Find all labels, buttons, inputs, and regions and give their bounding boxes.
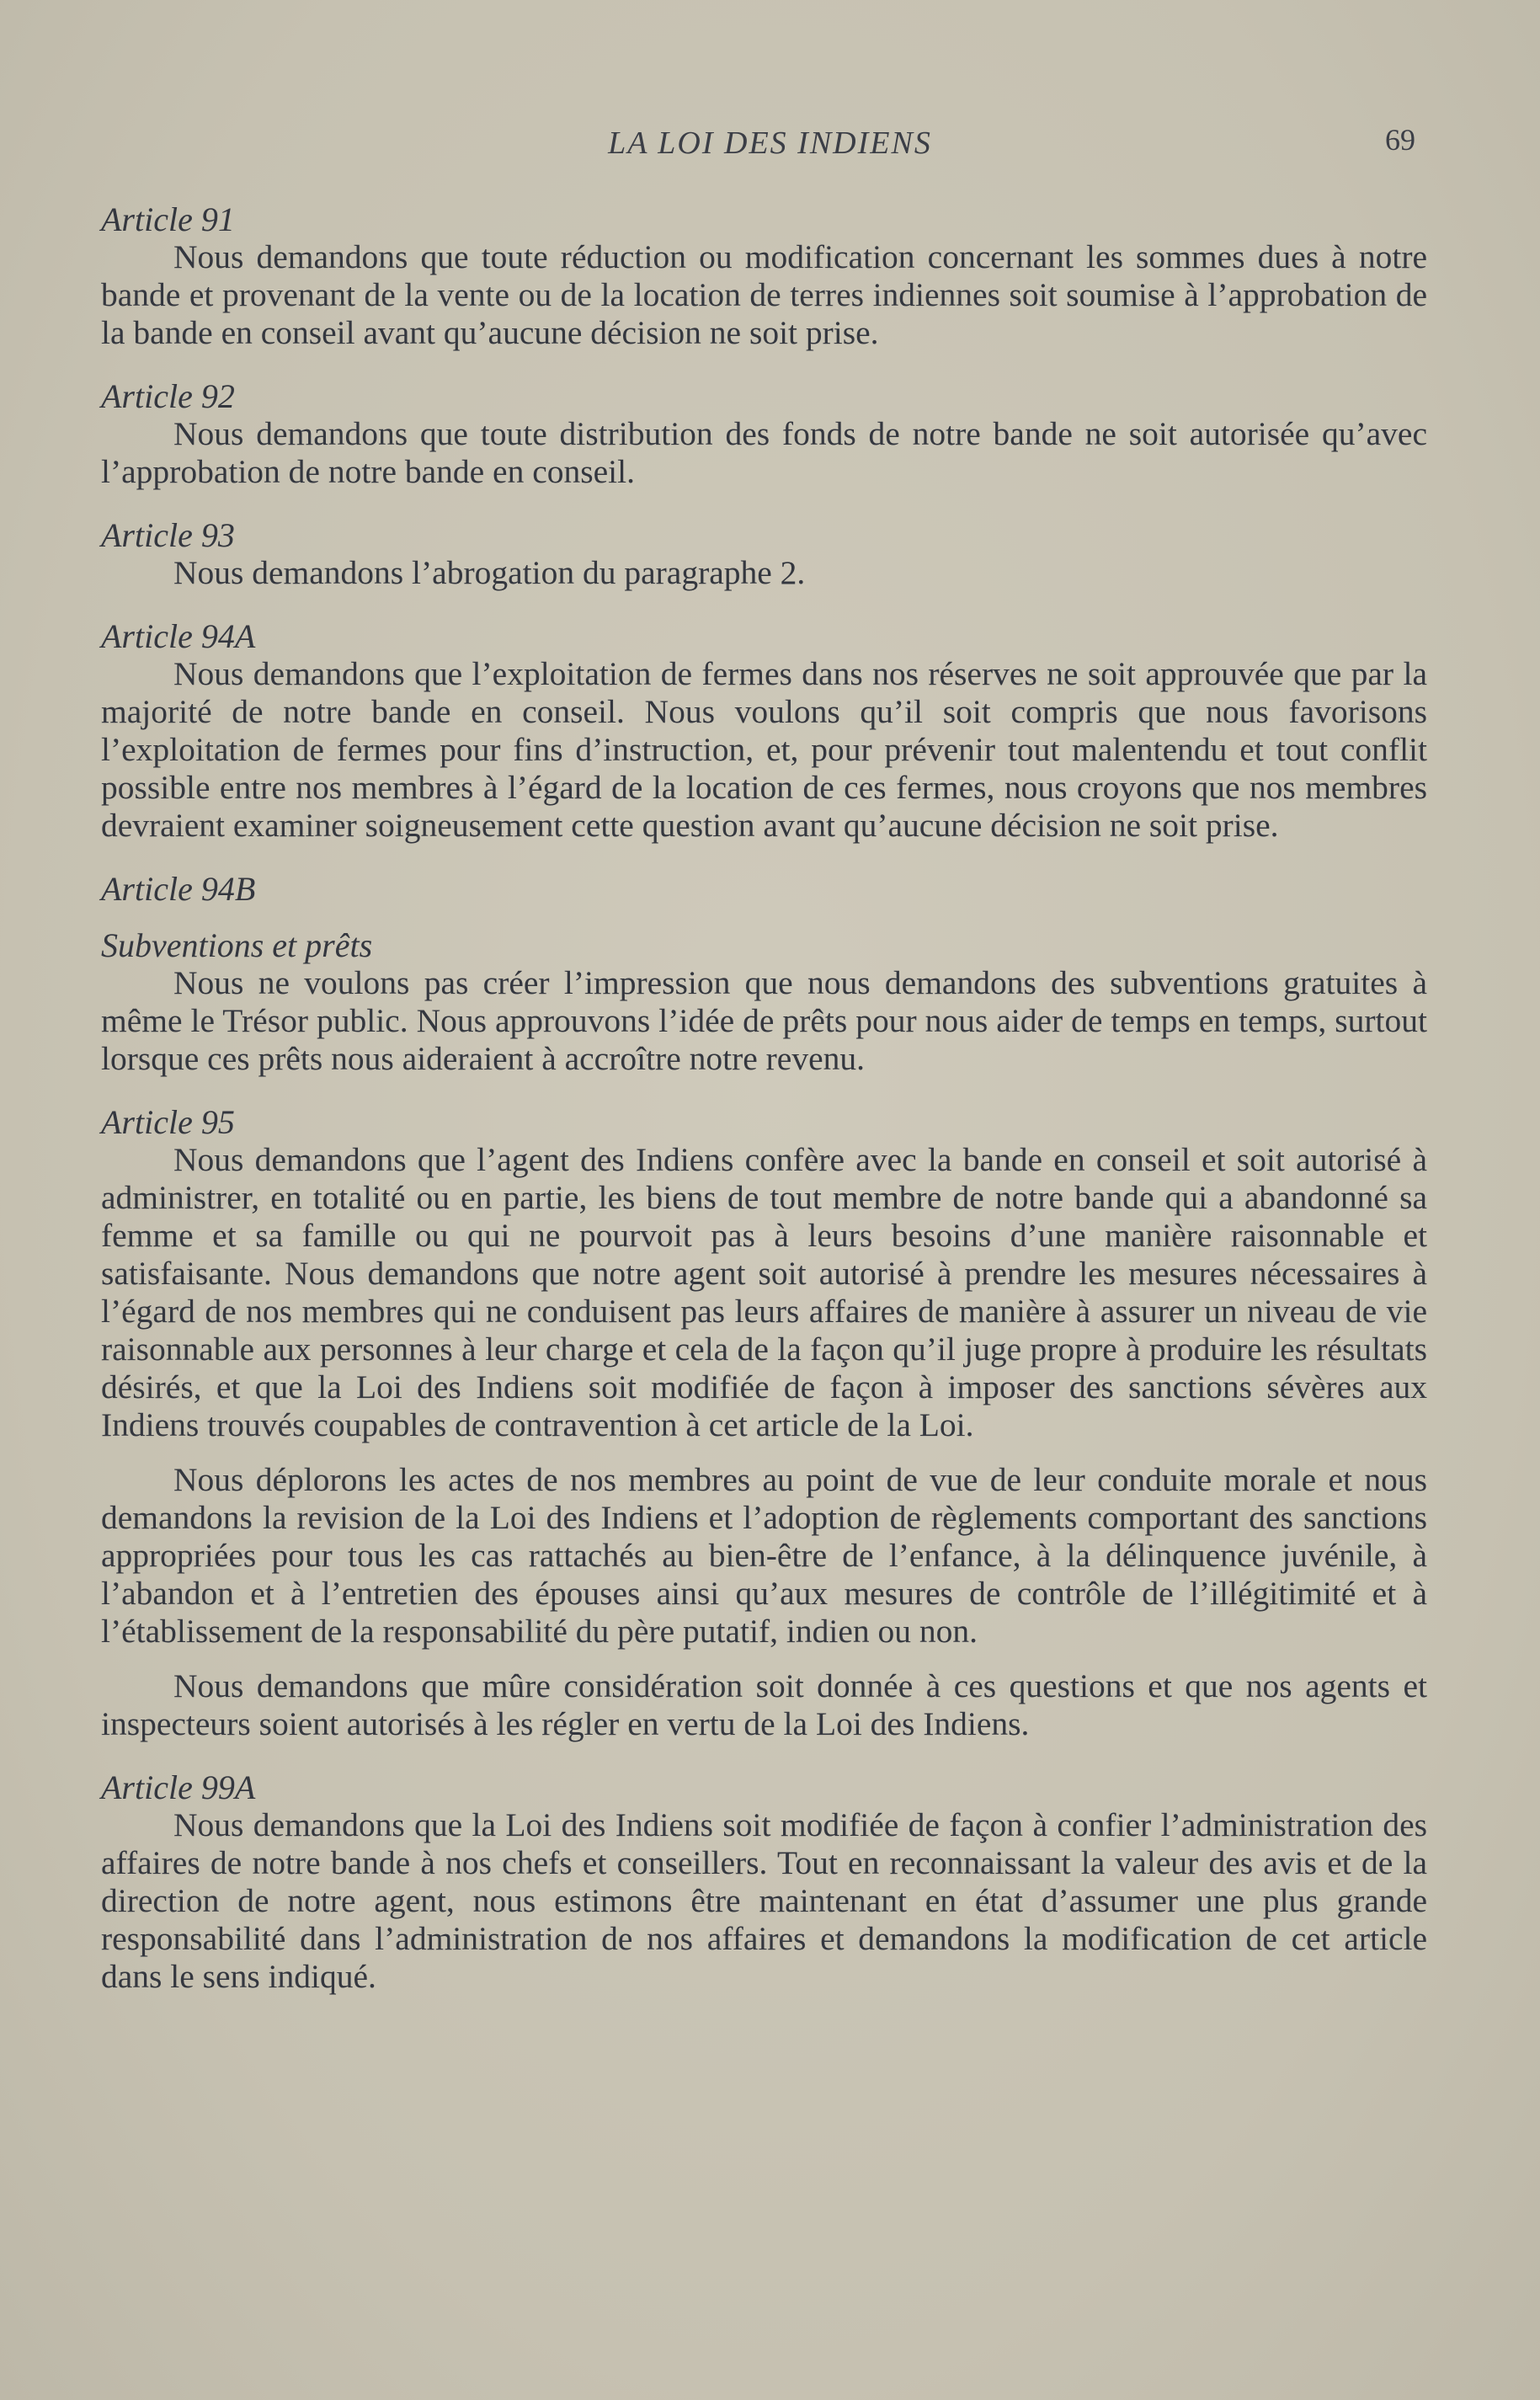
article-heading: Article 94B — [101, 870, 256, 908]
article-paragraph: Nous demandons que toute distribution des fonds de notre bande ne soit autorisée qu’avec l’approbation de notre bande en conseil. — [101, 415, 1427, 490]
article-subheading: Subventions et prêts — [101, 926, 373, 964]
article-heading: Article 95 — [101, 1103, 235, 1141]
page-number: 69 — [1385, 123, 1415, 157]
article-94b — [101, 870, 1427, 1078]
article-94a — [101, 617, 1427, 845]
article-paragraph: Nous demandons que l’exploitation de fermes dans nos réserves ne soit approuvée que par la majorité de notre bande en conseil. Nous voulons qu’il soit compris que nous favorisons l’exploitation de fermes pour fins d’instruction, et, pour prévenir tout malentendu et tout conflit possible entre nos membres à l’égard de la location de ces fermes, nous croyons que nos membres devraient examiner soigneusement cette question avant qu’aucune décision ne soit prise. — [101, 655, 1427, 844]
article-heading: Article 99A — [101, 1768, 256, 1806]
article-heading: Article 93 — [101, 516, 235, 554]
article-92 — [101, 377, 1427, 491]
page-body — [101, 200, 1427, 1996]
article-paragraph: Nous demandons que l’agent des Indiens confère avec la bande en conseil et soit autorisé à administrer, en totalité ou en partie, les biens de tout membre de notre bande qui a abandonné sa femme et sa famille ou qui ne pourvoit pas à leurs besoins d’une manière raisonnable et satisfaisante. Nous demandons que notre agent soit autorisé à prendre les mesures nécessaires à l’égard de nos membres qui ne conduisent pas leurs affaires de manière à assurer un niveau de vie raisonnable aux personnes à leur charge et cela de la façon qu’il juge propre à produire les résultats désirés, et que la Loi des Indiens soit modifiée de façon à imposer des sanctions sévères aux Indiens trouvés coupables de contravention à cet article de la Loi. — [101, 1141, 1427, 1443]
article-paragraph: Nous demandons que mûre considération soit donnée à ces questions et que nos agents et inspecteurs soient autorisés à les régler en vertu de la Loi des Indiens. — [101, 1667, 1427, 1742]
article-paragraph: Nous demandons que la Loi des Indiens soit modifiée de façon à confier l’administration des affaires de notre bande à nos chefs et conseillers. Tout en reconnaissant la valeur des avis et de la direction de notre agent, nous estimons être maintenant en état d’assumer une plus grande responsabilité dans l’administration de nos affaires et demandons la modification de cet article dans le sens indiqué. — [101, 1806, 1427, 1995]
article-99a — [101, 1768, 1427, 1996]
article-paragraph: Nous déplorons les actes de nos membres au point de vue de leur conduite morale et nous demandons la revision de la Loi des Indiens et l’adoption de règlements comportant des sanctions appropriées pour tous les cas rattachés au bien-être de l’enfance, à la délinquence juvénile, à l’abandon et à l’entretien des épouses ainsi qu’aux mesures de contrôle de l’illégitimité et à l’établissement de la responsabilité du père putatif, indien ou non. — [101, 1461, 1427, 1650]
article-paragraph: Nous demandons que toute réduction ou modification concernant les sommes dues à notre bande et provenant de la vente ou de la location de terres indiennes soit soumise à l’approbation de la bande en conseil avant qu’aucune décision ne soit prise. — [101, 238, 1427, 351]
running-title: LA LOI DES INDIENS — [608, 125, 932, 161]
article-heading: Article 94A — [101, 617, 256, 655]
article-heading: Article 91 — [101, 200, 235, 238]
article-95 — [101, 1103, 1427, 1743]
article-93 — [101, 516, 1427, 592]
article-91 — [101, 200, 1427, 352]
article-paragraph: Nous demandons l’abrogation du paragraphe 2. — [173, 554, 806, 591]
article-heading: Article 92 — [101, 377, 235, 415]
article-paragraph: Nous ne voulons pas créer l’impression que nous demandons des subventions gratuites à même le Trésor public. Nous approuvons l’idée de prêts pour nous aider de temps en temps, surtout lorsque ces prêts nous aideraient à accroître notre revenu. — [101, 964, 1427, 1077]
